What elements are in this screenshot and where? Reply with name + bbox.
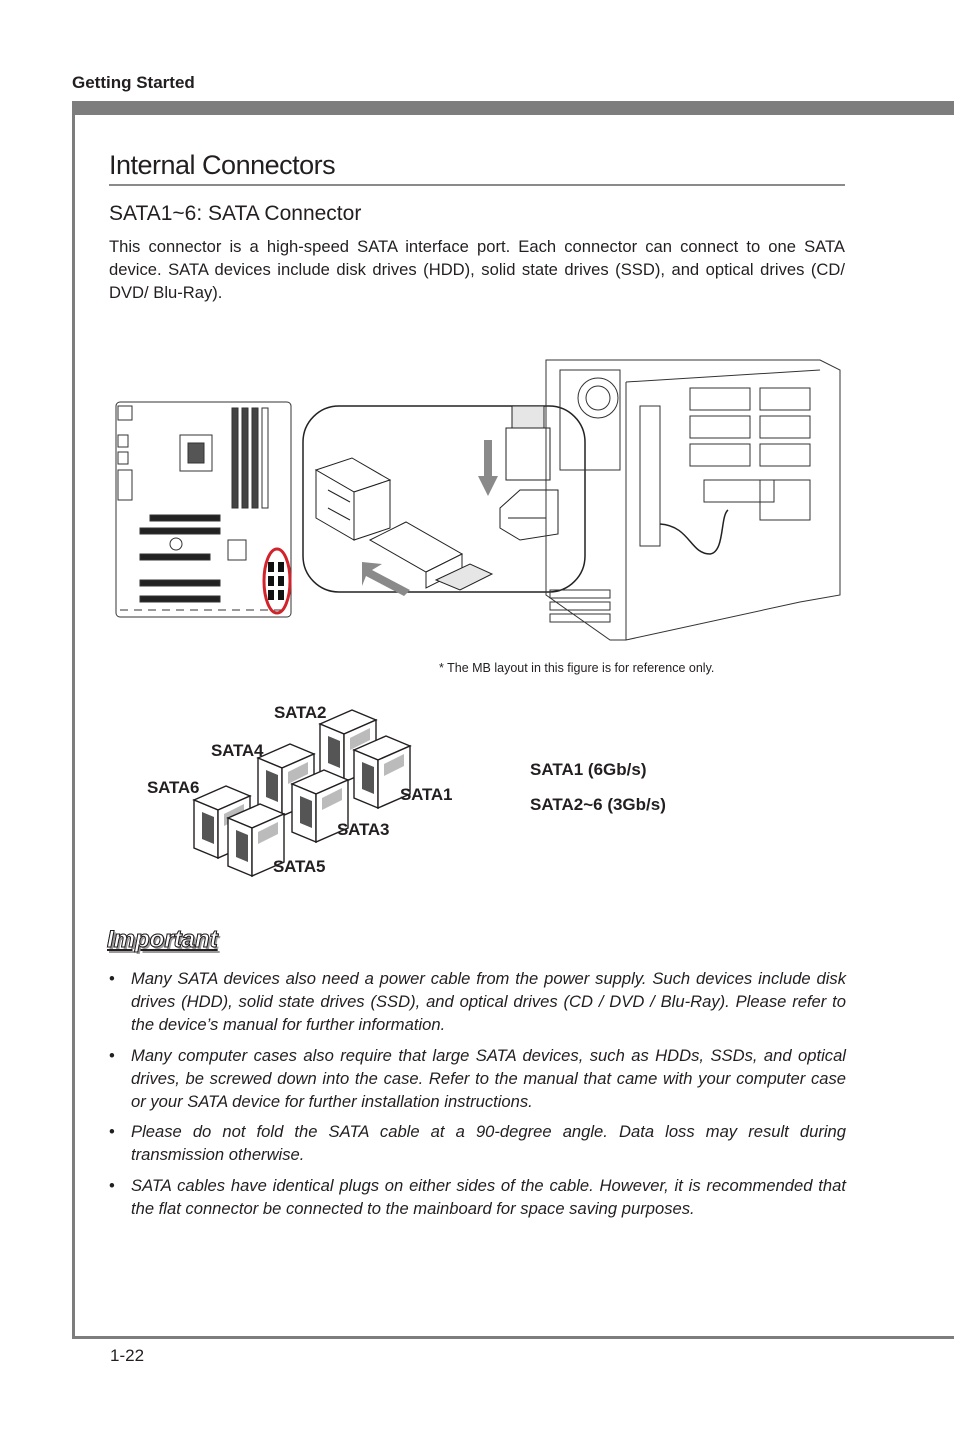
note-text: Many computer cases also require that large SATA devices, such as HDDs, SSDs, and optical drives, be screwed down into the case. Refer to the manual that came with your computer case or your SATA device for further installation instructions. bbox=[131, 1045, 846, 1111]
page-number: 1-22 bbox=[110, 1346, 145, 1365]
sata-ports-on-board bbox=[268, 562, 284, 600]
bullet-marker: • bbox=[109, 1045, 115, 1065]
header-bar bbox=[72, 101, 954, 115]
intro-paragraph: This connector is a high-speed SATA interface port. Each connector can connect to one SATA device. SATA devices include disk drives (HDD), solid state drives (SSD), and optical drives (CD/ DVD/ Blu-Ray). bbox=[109, 237, 845, 302]
sata1-speed: SATA1 (6Gb/s) bbox=[530, 760, 647, 779]
sata5-label: SATA5 bbox=[273, 857, 326, 876]
sata2-label: SATA2 bbox=[274, 703, 327, 722]
sata-highlight-circle bbox=[264, 549, 290, 613]
sata1-label: SATA1 bbox=[400, 785, 453, 804]
title-underline bbox=[109, 184, 845, 186]
section-subtitle: SATA1~6: SATA Connector bbox=[109, 202, 362, 225]
cable-detail-bubble bbox=[303, 406, 585, 596]
figure-footnote: * The MB layout in this figure is for reference only. bbox=[439, 661, 715, 675]
note-text: Please do not fold the SATA cable at a 90-degree angle. Data loss may result during transmission otherwise. bbox=[131, 1122, 846, 1164]
section-label: Getting Started bbox=[72, 73, 195, 92]
list-item bbox=[109, 1174, 846, 1220]
important-heading: Important bbox=[107, 926, 218, 953]
sata-installation-figure bbox=[100, 340, 860, 660]
pc-case-diagram bbox=[546, 360, 840, 640]
left-margin-rule bbox=[72, 101, 75, 1339]
bullet-marker: • bbox=[109, 1175, 115, 1195]
list-item bbox=[109, 1044, 846, 1113]
sata2-6-speed: SATA2~6 (3Gb/s) bbox=[530, 795, 666, 814]
sata4-label: SATA4 bbox=[211, 741, 264, 760]
note-text: SATA cables have identical plugs on either sides of the cable. However, it is recommended that the flat connector be connected to the mainboard for space saving purposes. bbox=[131, 1175, 846, 1218]
sata3-label: SATA3 bbox=[337, 820, 390, 839]
list-item bbox=[109, 967, 846, 1036]
page-title: Internal Connectors bbox=[109, 150, 336, 180]
note-text: Many SATA devices also need a power cable from the power supply. Such devices include disk drives (HDD), solid state drives (SSD), and optical drives (CD / DVD / Blu-Ray). Please refer to the device’s manual for further information. bbox=[131, 969, 846, 1034]
sata6-label: SATA6 bbox=[147, 778, 200, 797]
bullet-marker: • bbox=[109, 969, 115, 988]
list-item bbox=[109, 1120, 846, 1166]
footer-rule bbox=[72, 1336, 954, 1339]
bullet-marker: • bbox=[109, 1122, 115, 1141]
important-notes-list bbox=[109, 967, 846, 1227]
